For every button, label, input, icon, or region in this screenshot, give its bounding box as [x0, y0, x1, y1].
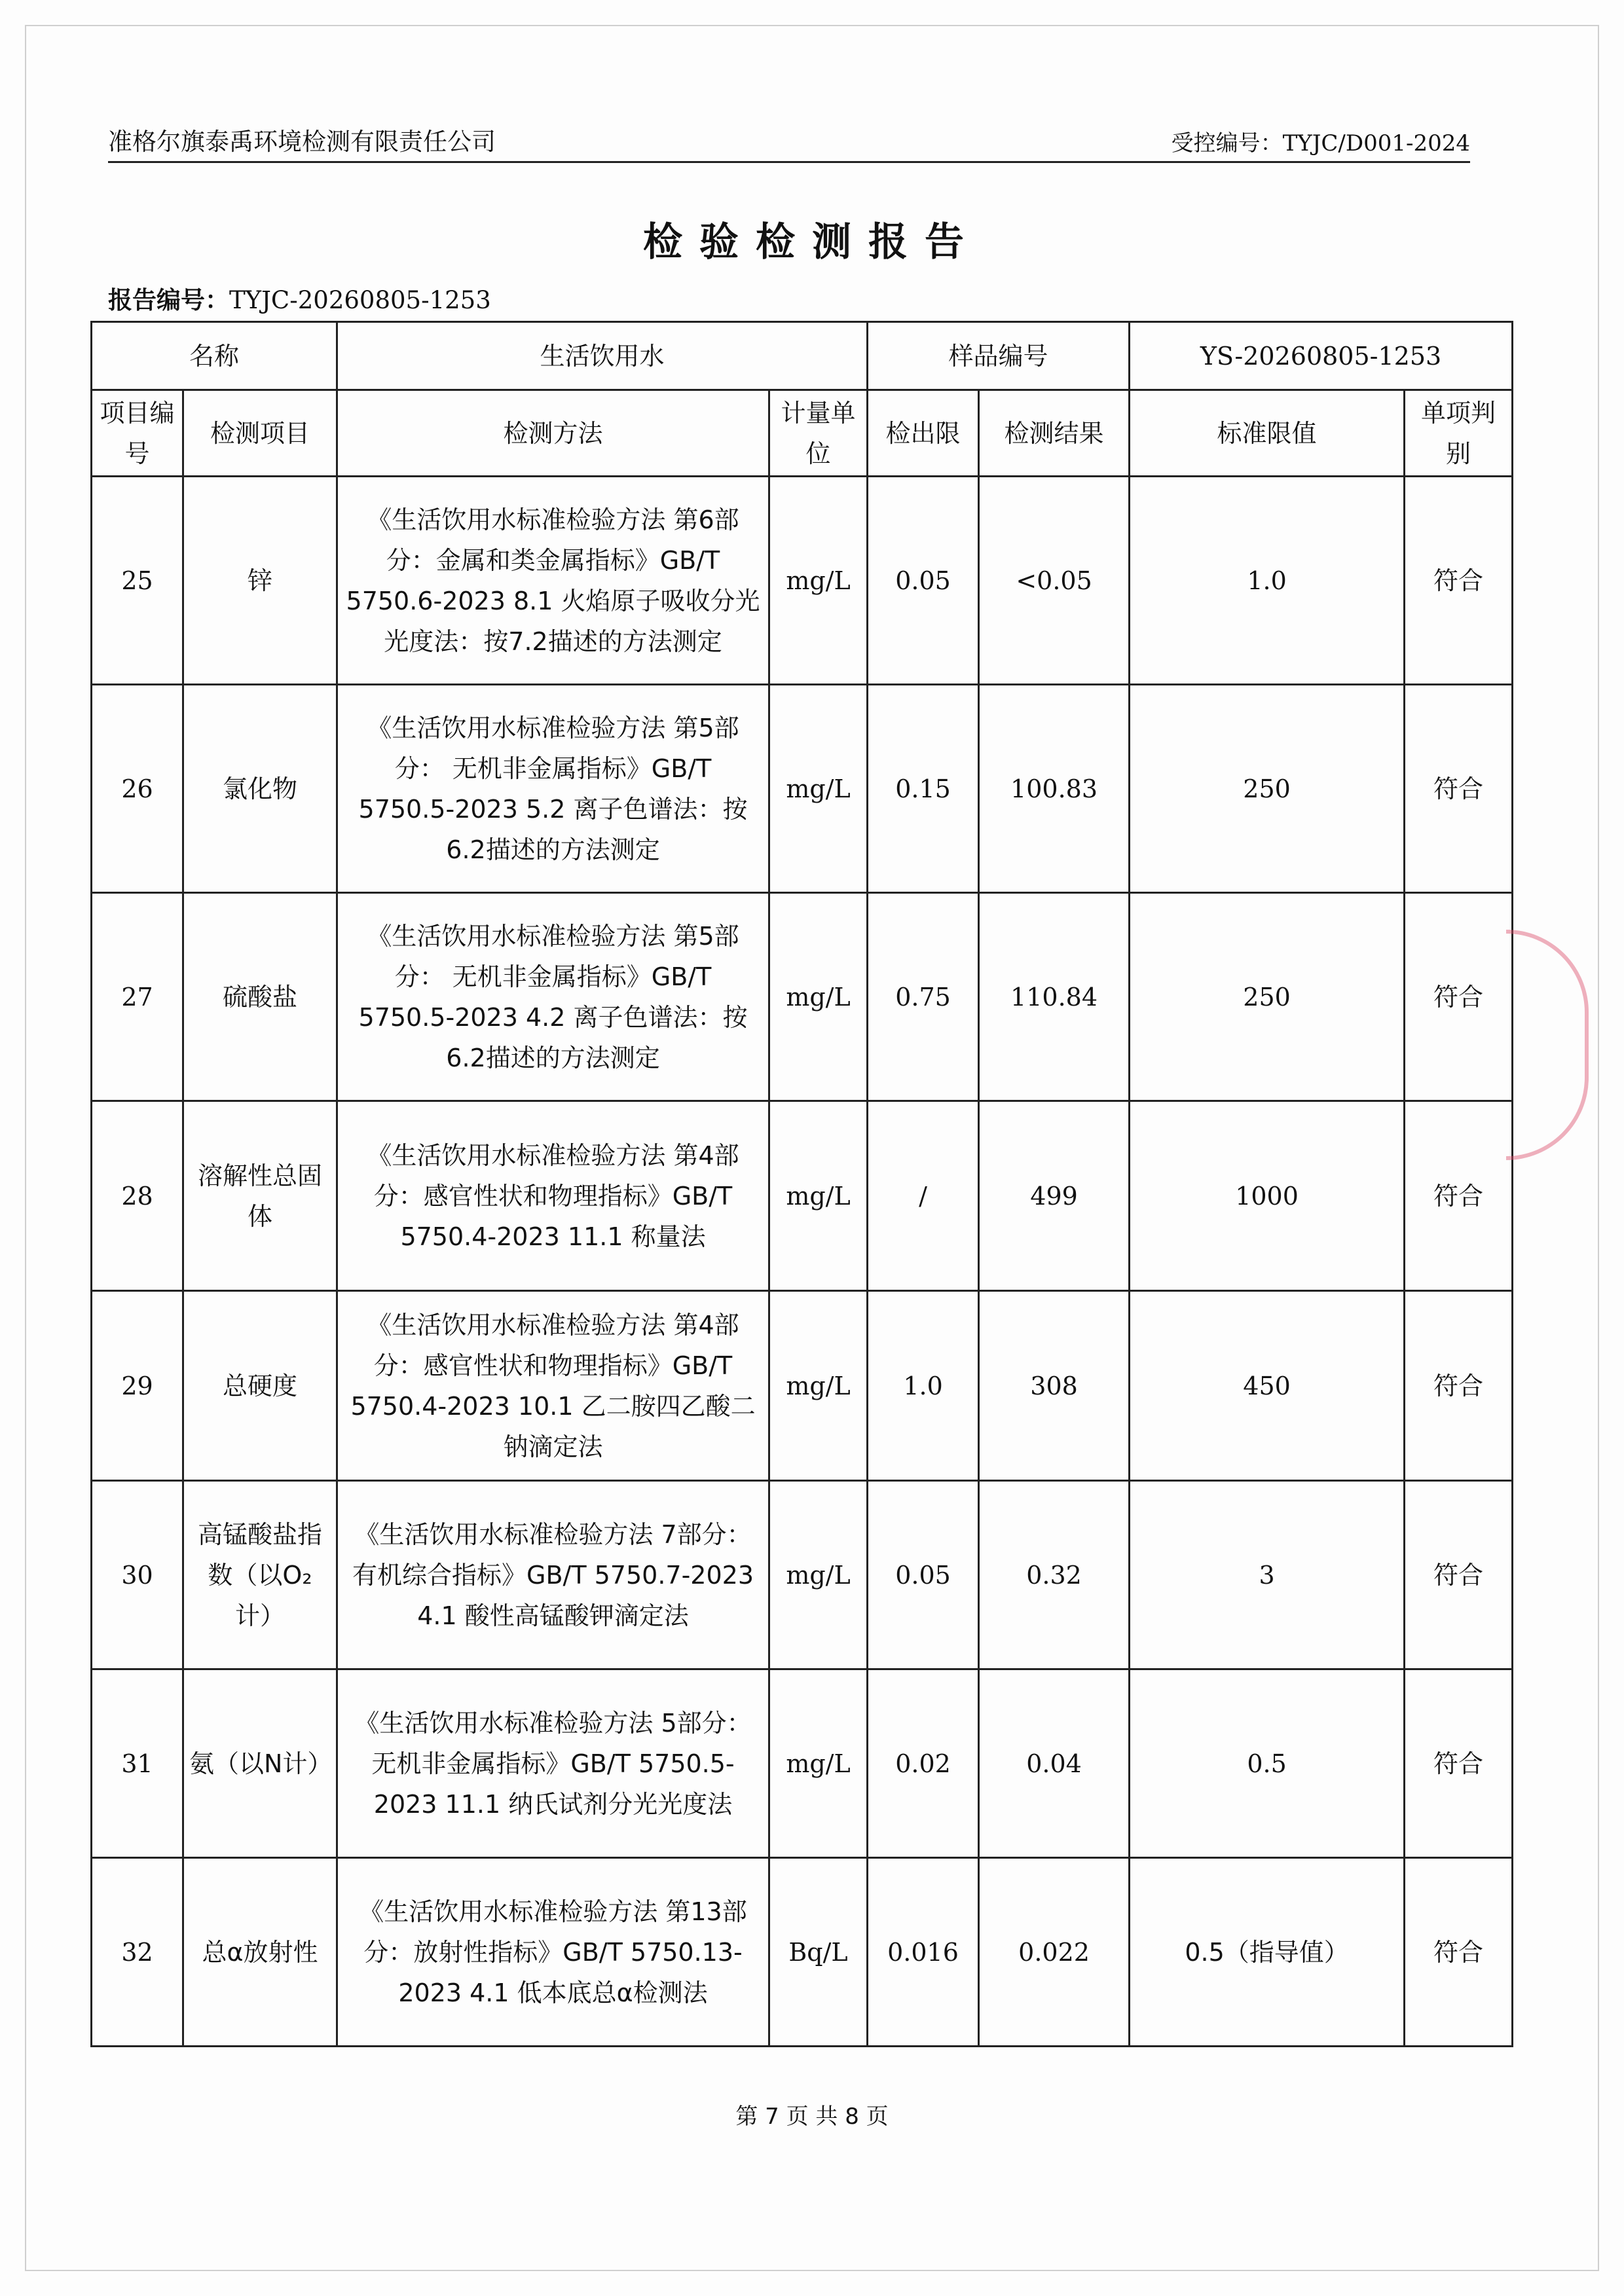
- row-method: 《生活饮用水标准检验方法 第4部分：感官性状和物理指标》GB/T 5750.4-2023 11.1 称量法: [337, 1101, 769, 1291]
- row-standard: 3: [1130, 1481, 1405, 1669]
- control-number: 受控编号：TYJC/D001-2024: [1171, 130, 1470, 156]
- table-header-row: [92, 390, 1513, 477]
- company-name: 准格尔旗泰禹环境检测有限责任公司: [108, 128, 496, 156]
- table-row: [92, 477, 1513, 685]
- row-no: 28: [92, 1101, 183, 1291]
- header-judge: 单项判别: [1405, 390, 1513, 477]
- name-value: 生活饮用水: [337, 322, 868, 390]
- header-limit: 检出限: [868, 390, 979, 477]
- row-result: 499: [979, 1101, 1130, 1291]
- header-method: 检测方法: [337, 390, 769, 477]
- row-method: 《生活饮用水标准检验方法 5部分： 无机非金属指标》GB/T 5750.5-2023 11.1 纳氏试剂分光光度法: [337, 1669, 769, 1858]
- row-judge: 符合: [1405, 893, 1513, 1101]
- row-no: 25: [92, 477, 183, 685]
- row-no: 27: [92, 893, 183, 1101]
- header-unit: 计量单位: [769, 390, 868, 477]
- row-standard: 450: [1130, 1291, 1405, 1481]
- row-no: 29: [92, 1291, 183, 1481]
- row-result: 0.32: [979, 1481, 1130, 1669]
- header-item-no: 项目编号: [92, 390, 183, 477]
- row-limit: 1.0: [868, 1291, 979, 1481]
- header-item: 检测项目: [183, 390, 337, 477]
- row-unit: mg/L: [769, 893, 868, 1101]
- row-limit: 0.05: [868, 1481, 979, 1669]
- row-method: 《生活饮用水标准检验方法 第5部分： 无机非金属指标》GB/T 5750.5-2023 4.2 离子色谱法：按6.2描述的方法测定: [337, 893, 769, 1101]
- row-method: 《生活饮用水标准检验方法 7部分： 有机综合指标》GB/T 5750.7-2023 4.1 酸性高锰酸钾滴定法: [337, 1481, 769, 1669]
- table-row: [92, 1481, 1513, 1669]
- row-method: 《生活饮用水标准检验方法 第6部分：金属和类金属指标》GB/T 5750.6-2023 8.1 火焰原子吸收分光光度法：按7.2描述的方法测定: [337, 477, 769, 685]
- row-method: 《生活饮用水标准检验方法 第13部分：放射性指标》GB/T 5750.13-2023 4.1 低本底总α检测法: [337, 1858, 769, 2047]
- row-judge: 符合: [1405, 1669, 1513, 1858]
- row-limit: 0.016: [868, 1858, 979, 2047]
- table-row: [92, 1858, 1513, 2047]
- row-no: 32: [92, 1858, 183, 2047]
- sample-value: YS-20260805-1253: [1130, 322, 1513, 390]
- row-method: 《生活饮用水标准检验方法 第4部分：感官性状和物理指标》GB/T 5750.4-2023 10.1 乙二胺四乙酸二钠滴定法: [337, 1291, 769, 1481]
- row-unit: mg/L: [769, 1481, 868, 1669]
- report-title: 检验检测报告: [643, 219, 981, 265]
- table-name-row: [92, 322, 1513, 390]
- row-item: 硫酸盐: [183, 893, 337, 1101]
- row-no: 30: [92, 1481, 183, 1669]
- row-result: 100.83: [979, 685, 1130, 893]
- row-item: 高锰酸盐指数（以O₂计）: [183, 1481, 337, 1669]
- row-result: 110.84: [979, 893, 1130, 1101]
- row-unit: Bq/L: [769, 1858, 868, 2047]
- row-unit: mg/L: [769, 1291, 868, 1481]
- table-row: [92, 1291, 1513, 1481]
- row-standard: 250: [1130, 893, 1405, 1101]
- report-number-value: TYJC-20260805-1253: [229, 286, 491, 314]
- page-footer: 第 7 页 共 8 页: [735, 2104, 889, 2130]
- table-row: [92, 893, 1513, 1101]
- report-number: [108, 280, 491, 316]
- row-result: 308: [979, 1291, 1130, 1481]
- header-result: 检测结果: [979, 390, 1130, 477]
- row-item: 锌: [183, 477, 337, 685]
- row-standard: 250: [1130, 685, 1405, 893]
- row-standard: 0.5: [1130, 1669, 1405, 1858]
- row-limit: 0.75: [868, 893, 979, 1101]
- row-unit: mg/L: [769, 477, 868, 685]
- row-judge: 符合: [1405, 1481, 1513, 1669]
- table-row: [92, 685, 1513, 893]
- row-judge: 符合: [1405, 477, 1513, 685]
- row-judge: 符合: [1405, 1101, 1513, 1291]
- row-judge: 符合: [1405, 1858, 1513, 2047]
- report-number-label: 报告编号：: [108, 286, 229, 314]
- header-standard: 标准限值: [1130, 390, 1405, 477]
- row-unit: mg/L: [769, 1669, 868, 1858]
- row-limit: 0.15: [868, 685, 979, 893]
- row-no: 31: [92, 1669, 183, 1858]
- row-item: 溶解性总固体: [183, 1101, 337, 1291]
- row-result: 0.022: [979, 1858, 1130, 2047]
- row-limit: /: [868, 1101, 979, 1291]
- page-header: [108, 124, 1470, 163]
- row-unit: mg/L: [769, 1101, 868, 1291]
- row-method: 《生活饮用水标准检验方法 第5部分： 无机非金属指标》GB/T 5750.5-2023 5.2 离子色谱法：按6.2描述的方法测定: [337, 685, 769, 893]
- row-standard: 1000: [1130, 1101, 1405, 1291]
- row-result: 0.04: [979, 1669, 1130, 1858]
- row-no: 26: [92, 685, 183, 893]
- row-limit: 0.02: [868, 1669, 979, 1858]
- row-item: 总硬度: [183, 1291, 337, 1481]
- row-result: <0.05: [979, 477, 1130, 685]
- table-row: [92, 1669, 1513, 1858]
- results-table: [90, 321, 1513, 2047]
- row-item: 氯化物: [183, 685, 337, 893]
- row-limit: 0.05: [868, 477, 979, 685]
- row-judge: 符合: [1405, 685, 1513, 893]
- row-standard: 0.5（指导值）: [1130, 1858, 1405, 2047]
- name-label: 名称: [92, 322, 337, 390]
- row-item: 总α放射性: [183, 1858, 337, 2047]
- row-item: 氨（以N计）: [183, 1669, 337, 1858]
- table-row: [92, 1101, 1513, 1291]
- sample-label: 样品编号: [868, 322, 1130, 390]
- row-standard: 1.0: [1130, 477, 1405, 685]
- row-unit: mg/L: [769, 685, 868, 893]
- row-judge: 符合: [1405, 1291, 1513, 1481]
